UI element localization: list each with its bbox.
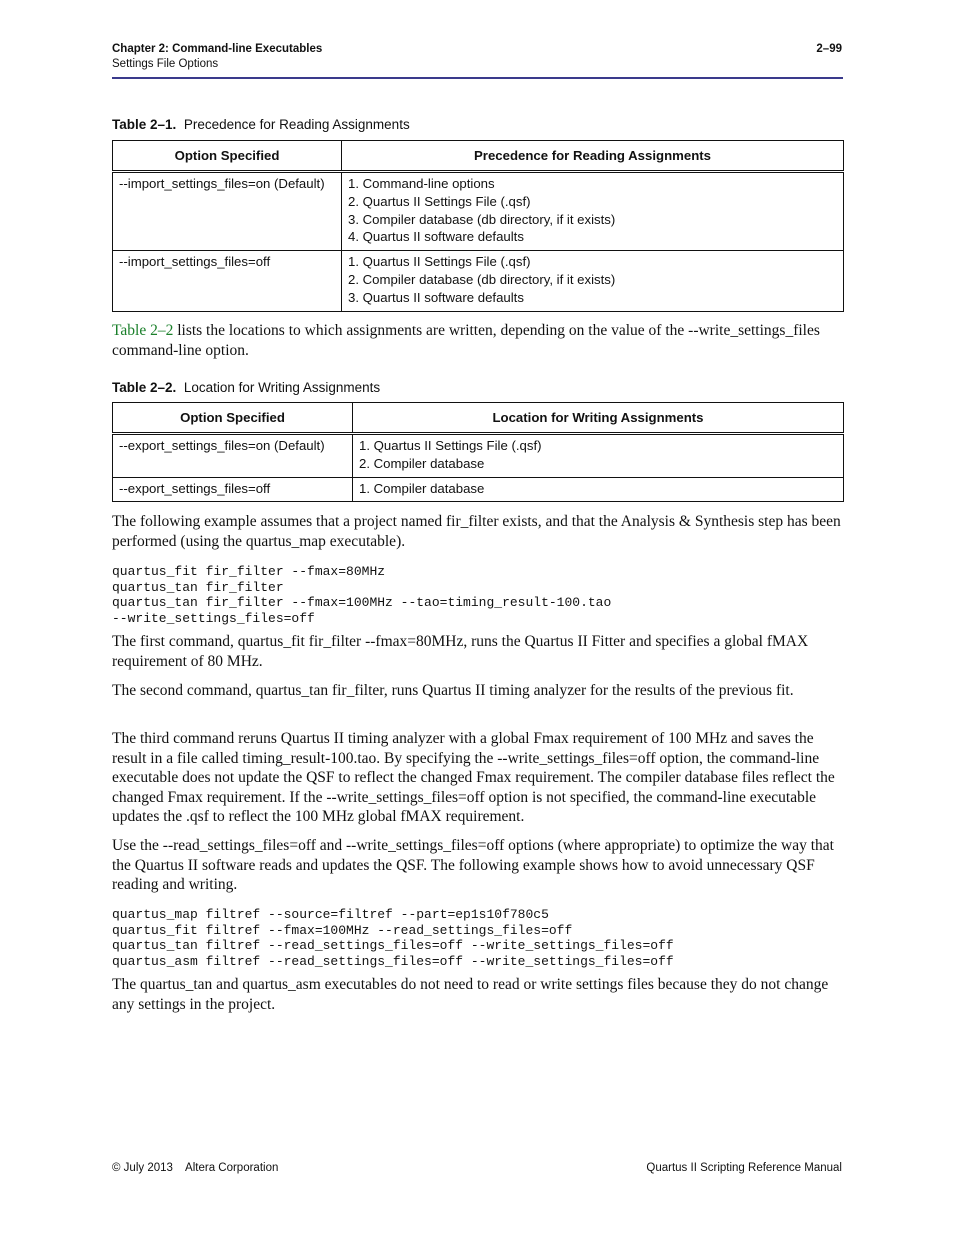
table-caption-title: Location for Writing Assignments: [183, 380, 381, 395]
paragraph-first-command: The first command, quartus_fit fir_filter --fmax=80MHz, runs the Quartus II Fitter and specifies a global fMAX requirement of 80 MHz.: [112, 633, 809, 670]
table-link[interactable]: Table 2–2: [112, 322, 174, 339]
paragraph-second-command: The second command, quartus_tan fir_filter, runs Quartus II timing analyzer for the results of the previous fit.: [112, 682, 794, 699]
list-item: 3. Compiler database (db directory, if it exists): [348, 211, 616, 227]
column-header: Precedence for Reading Assignments: [342, 141, 844, 172]
option-cell: --import_settings_files=off: [113, 251, 342, 311]
code-line: quartus_tan filtref --read_settings_files=off --write_settings_files=off: [112, 938, 674, 953]
column-header: Option Specified: [113, 403, 353, 434]
code-line: quartus_fit filtref --fmax=100MHz --read_settings_files=off: [112, 922, 573, 938]
list-item: 1. Quartus II Settings File (.qsf): [359, 438, 542, 453]
location-cell: [353, 434, 844, 478]
list-item: 2. Compiler database: [359, 455, 485, 471]
column-header: Location for Writing Assignments: [353, 403, 844, 434]
paragraph-text: lists the locations to which assignments are written, depending on the value of the --write_settings_files command-line option.: [112, 322, 820, 359]
list-item: 1. Compiler database: [359, 480, 485, 496]
page-number: 2–99: [816, 43, 842, 55]
paragraph-example-intro: The following example assumes that a project named fir_filter exists, and that the Analysis & Synthesis step has been performed (using the quartus_map executable).: [112, 513, 841, 550]
running-header-chapter: Chapter 2: Command-line Executables: [112, 43, 323, 55]
paragraph-final: The quartus_tan and quartus_asm executables do not need to read or write settings files because they do not change any settings in the project.: [112, 976, 829, 1013]
table-caption-label: Table 2–2.: [112, 380, 177, 395]
list-item: 3. Quartus II software defaults: [348, 289, 524, 305]
code-line: quartus_asm filtref --read_settings_files=off --write_settings_files=off: [112, 953, 674, 969]
table-header-row: [113, 141, 844, 172]
writing-location-table: [112, 402, 844, 502]
table-header-row: [113, 403, 844, 434]
running-header-section: Settings File Options: [112, 58, 219, 70]
table-row: [113, 477, 844, 502]
precedence-table: [112, 140, 844, 312]
code-line: quartus_fit fir_filter --fmax=80MHz: [112, 564, 386, 579]
option-cell: --import_settings_files=on (Default): [113, 172, 342, 251]
column-header: Option Specified: [113, 141, 342, 172]
table-row: [113, 434, 844, 478]
paragraph-third-command: The third command reruns Quartus II timing analyzer with a global Fmax requirement of 100 MHz and saves the result in a file called timing_result-100.tao. By specifying the --write_settings_files=off option, the command-line executable does not update the QSF to reflect the changed Fmax requirement. The compiler database files reflect the changed Fmax requirement. If the --write_settings_files=off option is not specified, the command-line executable updates the .qsf to reflect the 100 MHz global fMAX requirement.: [112, 730, 835, 825]
code-line: quartus_tan fir_filter --fmax=100MHz --tao=timing_result-100.tao: [112, 595, 612, 610]
paragraph-table-reference: [112, 321, 844, 360]
table-caption-title: Precedence for Reading Assignments: [183, 117, 410, 132]
precedence-cell: [342, 251, 844, 311]
table-caption-label: Table 2–1.: [112, 117, 177, 132]
footer-manual-title: Quartus II Scripting Reference Manual: [646, 1162, 842, 1174]
code-line: quartus_map filtref --source=filtref --part=ep1s10f780c5: [112, 907, 549, 922]
table-row: [113, 251, 844, 311]
code-line: quartus_tan fir_filter: [112, 579, 284, 595]
paragraph-usage: Use the --read_settings_files=off and --write_settings_files=off options (where appropriate) to optimize the way that the Quartus II software reads and updates the QSF. The following example shows how to avoid unnecessary QSF reading and writing.: [112, 837, 834, 893]
table-row: [113, 172, 844, 251]
code-block-2: [112, 907, 674, 969]
list-item: 1. Quartus II Settings File (.qsf): [348, 254, 531, 270]
list-item: 2. Quartus II Settings File (.qsf): [348, 193, 531, 209]
table-caption-1: [112, 117, 410, 132]
option-cell: --export_settings_files=on (Default): [113, 434, 353, 478]
list-item: 4. Quartus II software defaults: [348, 229, 524, 245]
header-rule: [112, 77, 843, 79]
location-cell: [353, 477, 844, 502]
footer-copyright: © July 2013 Altera Corporation: [112, 1162, 279, 1174]
option-cell: --export_settings_files=off: [113, 477, 353, 502]
precedence-cell: [342, 172, 844, 251]
list-item: 2. Compiler database (db directory, if it exists): [348, 271, 616, 287]
code-line: --write_settings_files=off: [112, 610, 315, 626]
table-caption-2: [112, 380, 380, 395]
list-item: 1. Command-line options: [348, 176, 495, 191]
code-block-1: [112, 564, 611, 626]
